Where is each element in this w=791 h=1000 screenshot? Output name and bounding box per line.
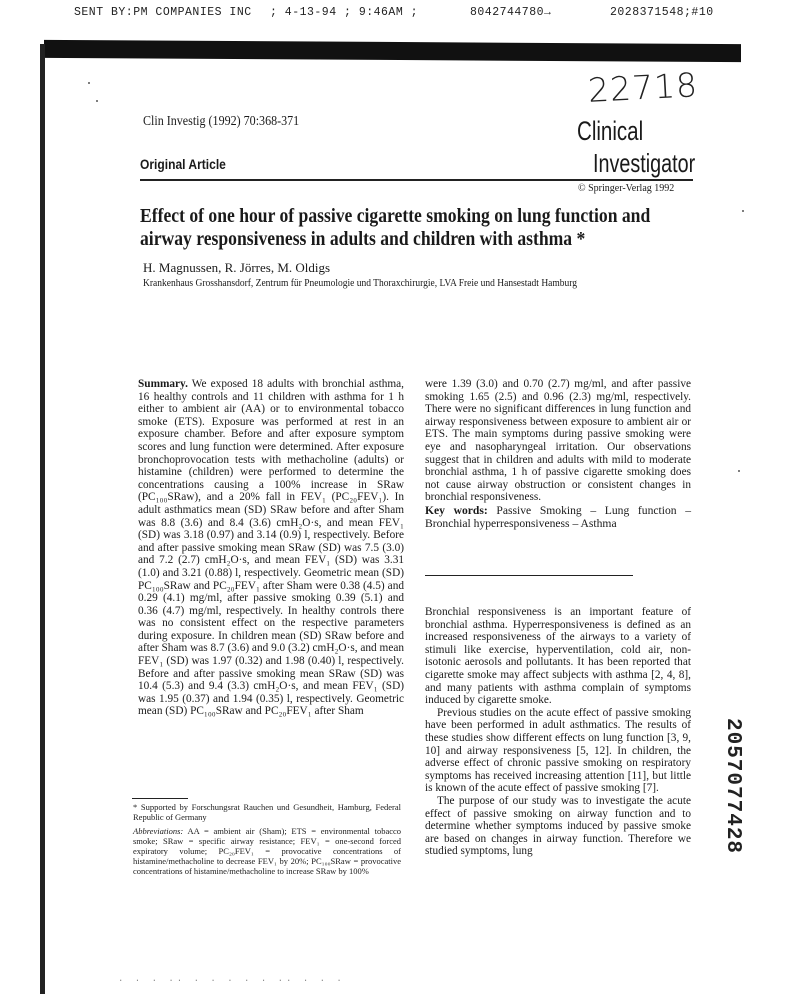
intro-paragraph-3: The purpose of our study was to investigate the acute effect of passive smoking on airway function and to determine whether symptoms induced by passive smoke are based on changes in airway function. Therefore we studied symptoms, lung xyxy=(425,794,691,858)
keywords-rule xyxy=(425,575,633,576)
summary-right-column xyxy=(425,378,691,530)
footnotes xyxy=(133,802,401,880)
fax-from-number: 8042744780→ xyxy=(470,6,552,19)
keywords-text: Passive Smoking – Lung function – Bronchial hyperresponsiveness – Asthma xyxy=(425,503,691,530)
intro-paragraph-2: Previous studies on the acute effect of passive smoking have been performed in adult asthmatics. The results of these studies show different effects on lung function [3, 9, 10] and airway responsiveness [5, 12]. In children, the adverse effect of chronic passive smoking on respiratory symptoms has received increasing attention [11], but little is known of the acute effect of passive smoking [7]. xyxy=(425,706,691,795)
summary-left-column xyxy=(138,378,404,718)
introduction-column xyxy=(425,606,691,858)
logo-line1: Clinical xyxy=(577,116,644,146)
author-affiliation: Krankenhaus Grosshansdorf, Zentrum für Pneumologie und Thoraxchirurgie, LVA Freie und Hansestadt Hamburg xyxy=(143,278,578,289)
scan-bottom-noise: · · · ·· · · · · · ·· · · · xyxy=(118,976,345,986)
journal-logo xyxy=(575,116,695,180)
document-id-stamp: 2057077428 xyxy=(721,718,744,855)
scan-top-bar xyxy=(44,40,741,62)
article-authors: H. Magnussen, R. Jörres, M. Oldigs xyxy=(143,260,331,275)
scan-speck xyxy=(88,82,90,84)
scan-speck xyxy=(742,210,744,212)
summary-text-right: were 1.39 (3.0) and 0.70 (2.7) mg/ml, and after passive smoking 1.65 (2.5) and 0.96 (2.3) mg/ml, respectively. There were no significant differences in lung function and airway responsiveness between exposure to ambient air or ETS. The main symptoms during passive smoking were eye and nasopharyngeal irritation. Our observations suggest that in children and adults with mild to moderate bronchial asthma, 1 h of passive cigarette smoking does not cause airway obstruction or consistent changes in bronchial responsiveness. xyxy=(425,378,691,504)
scan-speck xyxy=(96,100,98,102)
footnote-rule xyxy=(132,798,188,799)
abbreviations-text: AA = ambient air (Sham); ETS = environmental tobacco smoke; SRaw = specific airway resistance; FEV₁ = one-second forced expiratory volume; PC₂₀FEV₁ = provocative concentrations of histamine/methacholine to decrease FEV₁ by 20%; PC₁₀₀SRaw = provocative concentrations of histamine/methacholine to increase SRaw by 100% xyxy=(133,826,402,876)
article-type: Original Article xyxy=(140,156,226,172)
fax-to-number: 2028371548;#10 xyxy=(610,6,714,19)
article-title: Effect of one hour of passive cigarette smoking on lung function and airway responsiveness in adults and children with asthma * xyxy=(140,205,651,250)
scan-left-edge xyxy=(40,44,45,994)
journal-citation: Clin Investig (1992) 70:368-371 xyxy=(143,114,300,129)
logo-line2: Investigator xyxy=(593,148,696,178)
fax-datetime: ; 4-13-94 ; 9:46AM ; xyxy=(270,6,419,19)
intro-paragraph-1: Bronchial responsiveness is an important feature of bronchial asthma. Hyperresponsiveness is defined as an increased responsiveness of the airways to a variety of stimuli like exercise, hyperventilation, cold air, non-isotonic aerosols and pollutants. It has been reported that cigarette smoke may affect subjects with asthma [2, 4, 8], and many patients with asthma complain of symptoms induced by cigarette smoke. xyxy=(425,606,691,707)
handwritten-number: 22718 xyxy=(587,65,699,110)
scan-speck xyxy=(738,470,740,472)
keywords-label: Key words: xyxy=(425,503,488,517)
summary-label: Summary. xyxy=(138,378,188,390)
summary-text-left: We exposed 18 adults with bronchial asthma, 16 healthy controls and 11 children with asthma for 1 h either to ambient air (AA) or to environmental tobacco smoke (ETS). Exposure was performed at rest in an exposure chamber. Before and after exposure symptom scores and lung function were determined. After exposure bronchoprovocation tests with methacholine (adults) or histamine (children) were performed to determine the concentrations causing a 100% increase in SRaw (PC₁₀₀SRaw), and a 20% fall in FEV₁ (PC₂₀FEV₁). In adult asthmatics mean (SD) SRaw before and after Sham was 8.8 (3.6) and 8.4 (3.6) cmH₂O·s, and mean FEV₁ (SD) was 3.18 (0.97) and 3.14 (0.9) l, respectively. Before and after passive smoking mean SRaw (SD) was 7.5 (3.0) and 7.2 (2.7) cmH₂O·s, and mean FEV₁ (SD) was 3.31 (1.0) and 3.21 (0.88) l, respectively. Geometric mean (SD) PC₁₀₀SRaw and PC₂₀FEV₁ after Sham were 0.38 (4.5) and 0.29 (4.1) mg/ml, after passive smoking 0.39 (5.1) and 0.36 (4.7) mg/ml, respectively. In healthy controls there was no consistent effect on the respective parameters during exposure. In children mean (SD) SRaw before and after Sham was 8.7 (3.6) and 9.0 (3.2) cmH₂O·s, and mean FEV₁ (SD) was 1.97 (0.32) and 1.98 (0.40) l, respectively. Before and after passive smoking mean SRaw (SD) was 10.4 (5.3) and 9.4 (3.3) cmH₂O·s, and mean FEV₁ (SD) was 1.95 (0.37) and 1.94 (0.35) l, respectively. Geometric mean (SD) PC₁₀₀SRaw and PC₂₀FEV₁ after Sham xyxy=(138,378,404,718)
header-rule xyxy=(140,179,693,181)
publisher-copyright: © Springer-Verlag 1992 xyxy=(578,183,675,194)
footnote-support: * Supported by Forschungsrat Rauchen und Gesundheit, Hamburg, Federal Republic of Germany xyxy=(133,802,401,822)
fax-sender: SENT BY:PM COMPANIES INC xyxy=(74,6,252,19)
abbreviations-label: Abbreviations: xyxy=(133,826,184,836)
